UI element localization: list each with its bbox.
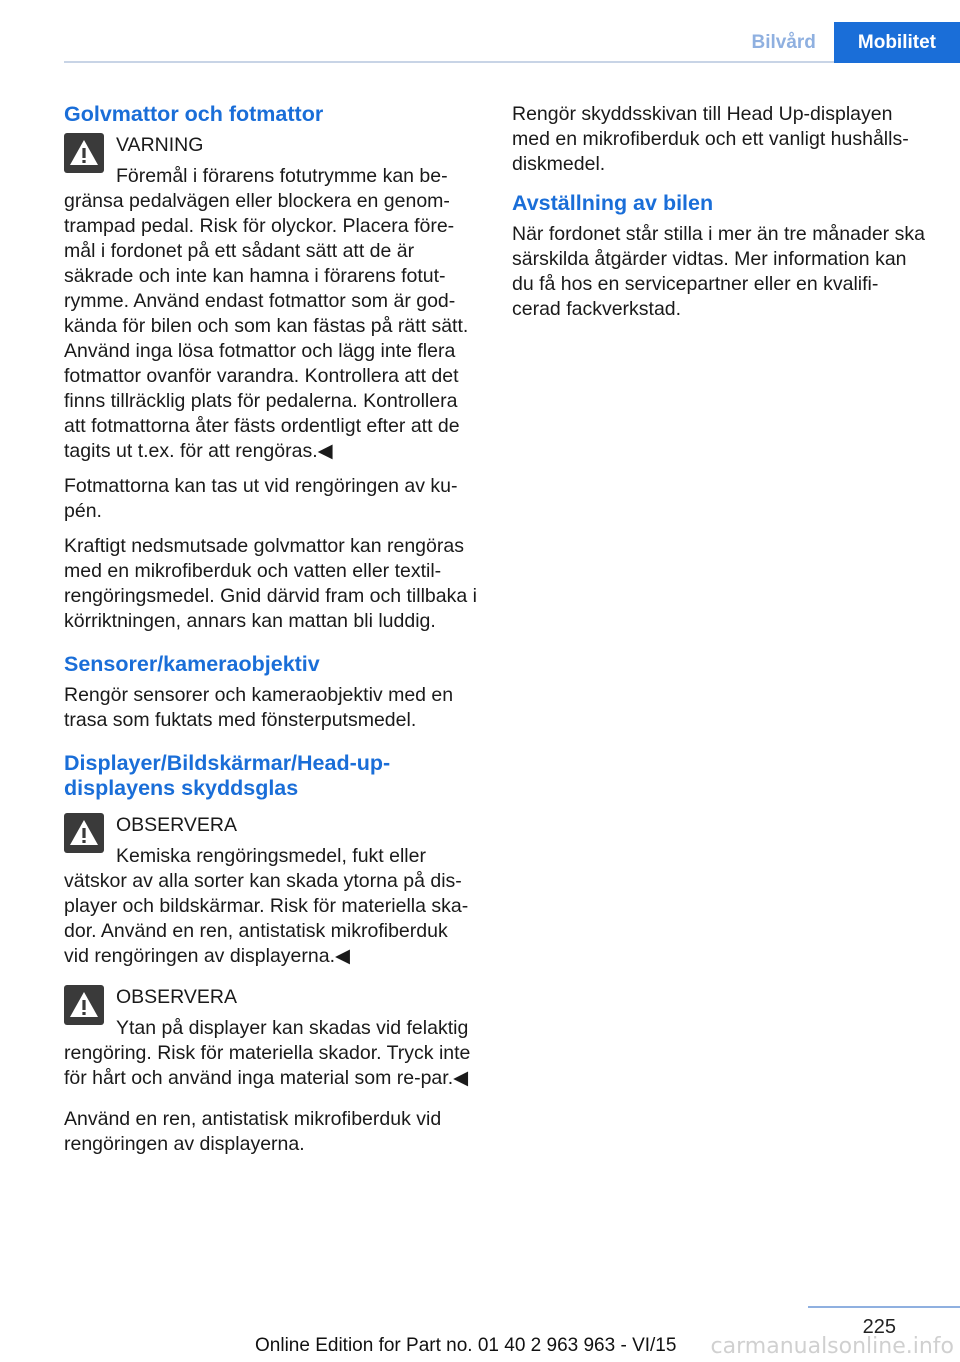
paragraph-sensorer: Rengör sensorer och kameraobjektiv med en trasa som fuktats med fönsterputsmedel. <box>64 684 454 731</box>
heading-avstallning: Avställning av bilen <box>512 191 714 215</box>
edition-text: Online Edition for Part no. 01 40 2 963 963 - VI/15 <box>255 1335 677 1356</box>
paragraph-fotmattor: Fotmattorna kan tas ut vid rengöringen av ku‐pén. <box>64 475 458 522</box>
observera-label: OBSERVERA <box>116 986 238 1008</box>
footer-rule <box>808 1306 960 1308</box>
left-column <box>64 102 478 1167</box>
paragraph-avstallning: När fordonet står stilla i mer än tre månader ska särskilda åtgärder vidtas. Mer information kan du få hos en servicepartner eller en kvalifi‐cerad fackverkstad. <box>512 223 925 320</box>
warning-triangle-icon <box>64 813 104 853</box>
observera-text: Ytan på displayer kan skadas vid felaktig rengöring. Risk för materiella skador. Tryck inte för hårt och använd inga material som re‐par.◀ <box>64 1017 471 1089</box>
heading-golvmattor: Golvmattor och fotmattor <box>64 102 324 126</box>
observera-text: Kemiska rengöringsmedel, fukt eller vätskor av alla sorter kan skada ytorna på dis‐player och bildskärmar. Risk för materiella ska‐dor. Använd en ren, antistatisk mikrofiberduk vid rengöringen av displayerna.◀ <box>64 845 469 967</box>
paragraph-displayer-rengoring: Använd en ren, antistatisk mikrofiberduk vid rengöringen av displayerna. <box>64 1108 442 1155</box>
paragraph-head-up: Rengör skyddsskivan till Head Up-displayen med en mikrofiberduk och ett vanligt hushålls‐diskmedel. <box>512 103 909 175</box>
warning-block-observera-1 <box>64 813 478 969</box>
heading-displayer: Displayer/Bildskärmar/Head-up-displayens skyddsglas <box>64 751 391 800</box>
warning-triangle-icon <box>64 985 104 1025</box>
warning-block-varning <box>64 133 478 464</box>
observera-label: OBSERVERA <box>116 814 238 836</box>
right-column <box>512 102 926 332</box>
paragraph-golvmattor-rengoring: Kraftigt nedsmutsade golvmattor kan rengöras med en mikrofiberduk och vatten eller textil‐rengöringsmedel. Gnid därvid fram och tillbaka i körriktningen, annars kan mattan bli luddig. <box>64 535 477 632</box>
tab-mobilitet[interactable]: Mobilitet <box>834 22 960 63</box>
warning-label: VARNING <box>116 134 204 156</box>
warning-block-observera-2 <box>64 985 478 1091</box>
tab-bilvard[interactable]: Bilvård <box>751 32 816 53</box>
heading-sensorer: Sensorer/kameraobjektiv <box>64 652 320 676</box>
warning-text: Föremål i förarens fotutrymme kan be‐gränsa pedalvägen eller blockera en genom‐trampad pedal. Risk för olyckor. Placera före‐mål i fordonet på ett sådant sätt att de är säkrade och inte kan hamna i förarens fotut‐rymme. Använd endast fotmattor som är god‐kända för bilen och som kan fästas på rätt sätt. Använd inga lösa fotmattor och lägg inte flera fotmattor ovanför varandra. Kontrollera att det finns tillräcklig plats för pedalerna. Kontrollera att fotmattorna åter fästs ordentligt efter att de tagits ut t.ex. för att rengöras.◀ <box>64 165 469 462</box>
watermark: carmanualsonline.info <box>710 1334 954 1359</box>
warning-triangle-icon <box>64 133 104 173</box>
page-number: 225 <box>862 1316 896 1338</box>
section-tabs <box>733 22 960 63</box>
